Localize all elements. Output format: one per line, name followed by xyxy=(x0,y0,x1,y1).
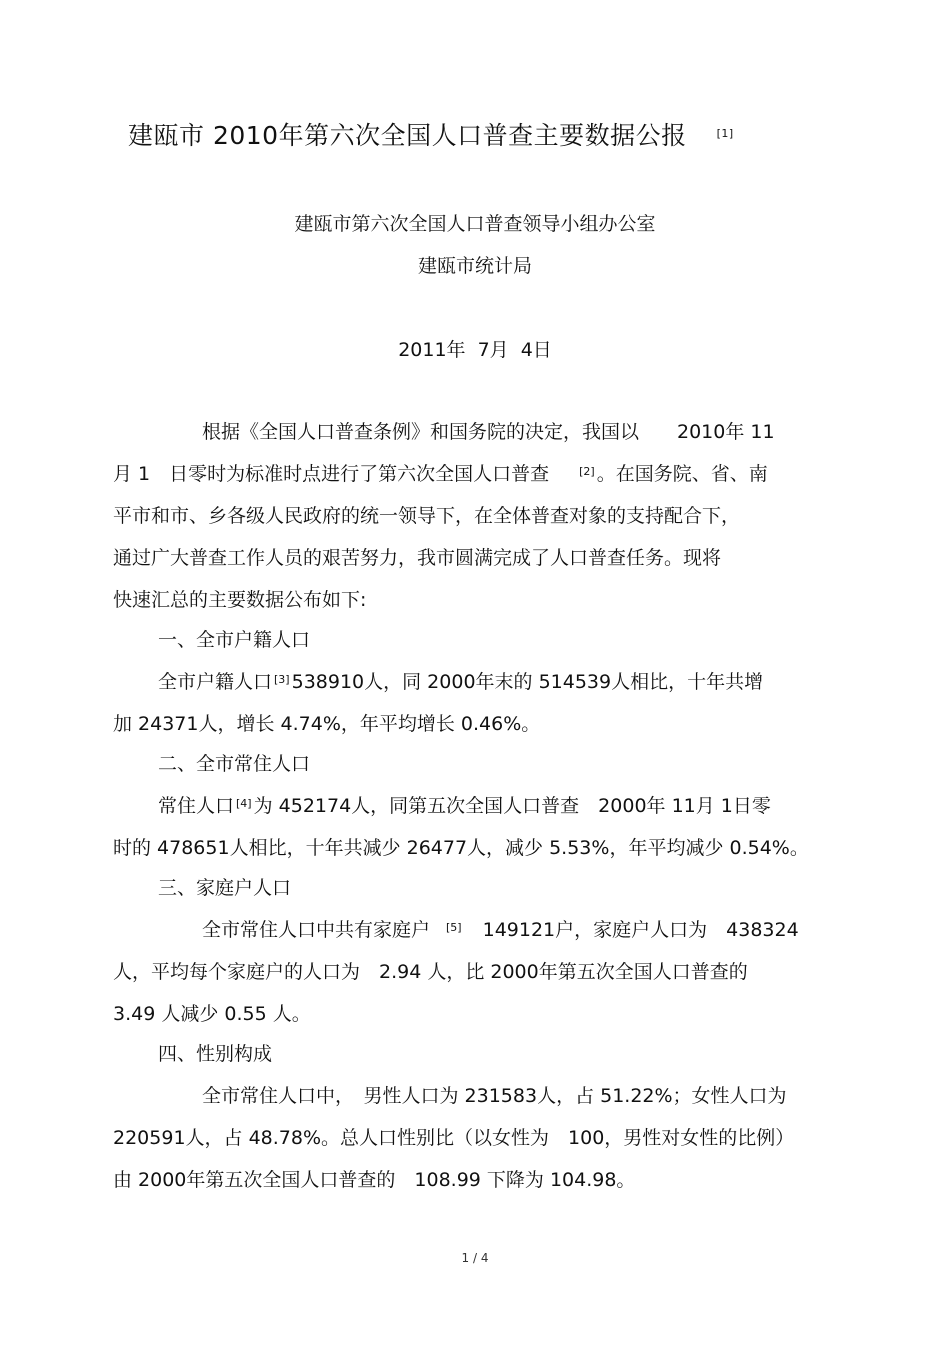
paragraph-line: 220591人，占 48.78%。总人口性别比（以女性为 100，男性对女性的比例） xyxy=(113,1127,795,1149)
title-footnote-ref[interactable]: [1] xyxy=(716,127,734,140)
paragraph-line: 时的 478651人相比，十年共减少 26477人，减少 5.53%，年平均减少 0.54%。 xyxy=(113,837,809,859)
issuer-bureau: 建瓯市统计局 xyxy=(417,255,532,277)
paragraph-line: 3.49 人减少 0.55 人。 xyxy=(113,1003,311,1025)
paragraph-line: 加 24371人，增长 4.74%，年平均增长 0.46%。 xyxy=(113,713,541,735)
document-title xyxy=(128,118,734,154)
section-heading: 二、全市常住人口 xyxy=(158,753,311,775)
issuer-office: 建瓯市第六次全国人口普查领导小组办公室 xyxy=(294,213,656,235)
paragraph-line: 快速汇总的主要数据公布如下: xyxy=(113,589,367,611)
section-heading: 一、全市户籍人口 xyxy=(158,629,311,651)
line-text: 全市常住人口中共有家庭户 xyxy=(202,919,431,941)
paragraph-line: 由 2000年第五次全国人口普查的 108.99 下降为 104.98。 xyxy=(113,1169,636,1191)
title-text: 建瓯市 2010年第六次全国人口普查主要数据公报 xyxy=(128,121,687,150)
line-text: 全市户籍人口 xyxy=(158,671,273,693)
section-heading: 三、家庭户人口 xyxy=(158,877,292,899)
paragraph-line: 根据《全国人口普查条例》和国务院的决定，我国以 2010年 11 xyxy=(202,421,775,443)
paragraph-line xyxy=(113,460,768,488)
line-text: 为 452174人，同第五次全国人口普查 2000年 11月 1日零 xyxy=(253,795,771,817)
paragraph-line: 平市和市、乡各级人民政府的统一领导下，在全体普查对象的支持配合下， xyxy=(113,505,741,527)
paragraph-line: 通过广大普查工作人员的艰苦努力，我市圆满完成了人口普查任务。现将 xyxy=(113,547,722,569)
line-text: 538910人，同 2000年末的 514539人相比，十年共增 xyxy=(291,671,764,693)
line-text: 月 1 日零时为标准时点进行了第六次全国人口普查 xyxy=(113,463,550,485)
paragraph-line: 人，平均每个家庭户的人口为 2.94 人，比 2000年第五次全国人口普查的 xyxy=(113,961,748,983)
line-text: 常住人口 xyxy=(158,795,235,817)
paragraph-line: 全市常住人口中， 男性人口为 231583人，占 51.22%；女性人口为 xyxy=(202,1085,787,1107)
publish-date: 2011年 7月 4日 xyxy=(398,339,552,361)
footnote-ref[interactable]: [5] xyxy=(446,921,462,934)
paragraph-line xyxy=(202,916,799,944)
paragraph-line xyxy=(158,668,763,696)
line-text: 。在国务院、省、南 xyxy=(596,463,768,485)
footnote-ref[interactable]: [4] xyxy=(236,797,252,810)
footnote-ref[interactable]: [2] xyxy=(579,465,595,478)
section-heading: 四、性别构成 xyxy=(158,1043,273,1065)
page-number: 1 / 4 xyxy=(461,1251,489,1265)
line-text: 149121户，家庭户人口为 438324 xyxy=(463,919,799,941)
footnote-ref[interactable]: [3] xyxy=(274,673,290,686)
paragraph-line xyxy=(158,792,771,820)
